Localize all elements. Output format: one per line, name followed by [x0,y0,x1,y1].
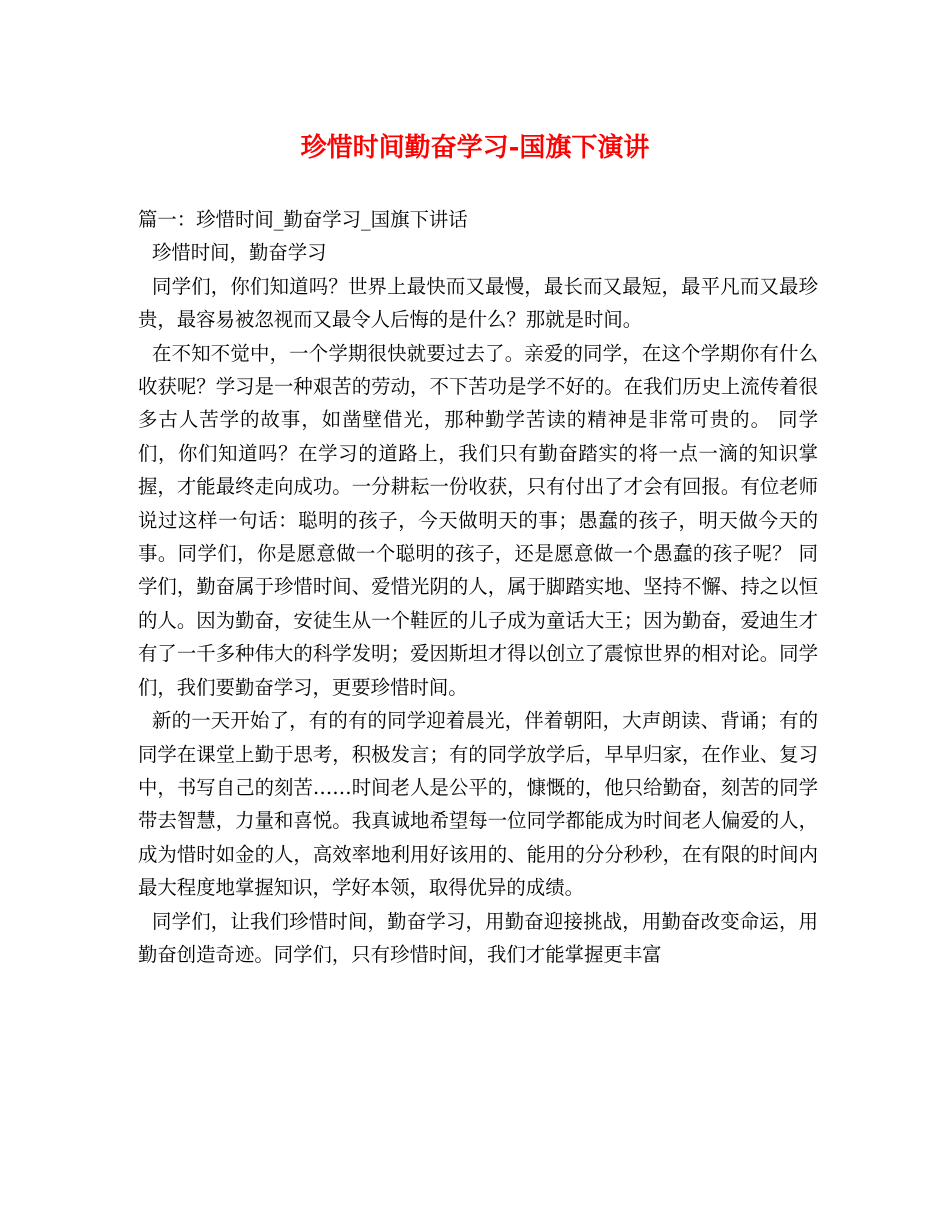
paragraph-2: 在不知不觉中，一个学期很快就要过去了。亲爱的同学，在这个学期你有什么收获呢？学习是一种艰苦的劳动，不下苦功是学不好的。在我们历史上流传着很多古人苦学的故事，如凿壁借光，那种勤学苦读的精神是非常可贵的。 同学们，你们知道吗？在学习的道路上，我们只有勤奋踏实的将一点一滴的知识掌握，才能最终走向成功。一分耕耘一份收获，只有付出了才会有回报。有位老师说过这样一句话：聪明的孩子，今天做明天的事；愚蠢的孩子，明天做今天的事。同学们，你是愿意做一个聪明的孩子，还是愿意做一个愚蠢的孩子呢？ 同学们，勤奋属于珍惜时间、爱惜光阴的人，属于脚踏实地、坚持不懈、持之以恒的人。因为勤奋，安徒生从一个鞋匠的儿子成为童话大王；因为勤奋，爱迪生才有了一千多种伟大的科学发明；爱因斯坦才得以创立了震惊世界的相对论。同学们，我们要勤奋学习，更要珍惜时间。 [138,341,818,699]
section-heading: 篇一：珍惜时间_勤奋学习_国旗下讲话 [138,208,468,231]
paragraph-3: 新的一天开始了，有的有的同学迎着晨光，伴着朝阳，大声朗读、背诵；有的同学在课堂上勤于思考，积极发言；有的同学放学后，早早归家，在作业、复习中，书写自己的刻苦……时间老人是公平的，慷慨的，他只给勤奋，刻苦的同学带去智慧，力量和喜悦。我真诚地希望每一位同学都能成为时间老人偏爱的人，成为惜时如金的人，高效率地利用好该用的、能用的分分秒秒，在有限的时间内最大程度地掌握知识，学好本领，取得优异的成绩。 [138,709,818,900]
document-body [138,203,818,971]
speech-subtitle: 珍惜时间，勤奋学习 [152,241,327,265]
document-title: 珍惜时间勤奋学习-国旗下演讲 [300,133,650,163]
paragraph-1: 同学们，你们知道吗？世界上最快而又最慢，最长而又最短，最平凡而又最珍贵，最容易被忽视而又最令人后悔的是什么？那就是时间。 [138,274,818,332]
paragraph-4: 同学们，让我们珍惜时间，勤奋学习，用勤奋迎接挑战，用勤奋改变命运，用勤奋创造奇迹。同学们，只有珍惜时间，我们才能掌握更丰富 [138,909,818,966]
